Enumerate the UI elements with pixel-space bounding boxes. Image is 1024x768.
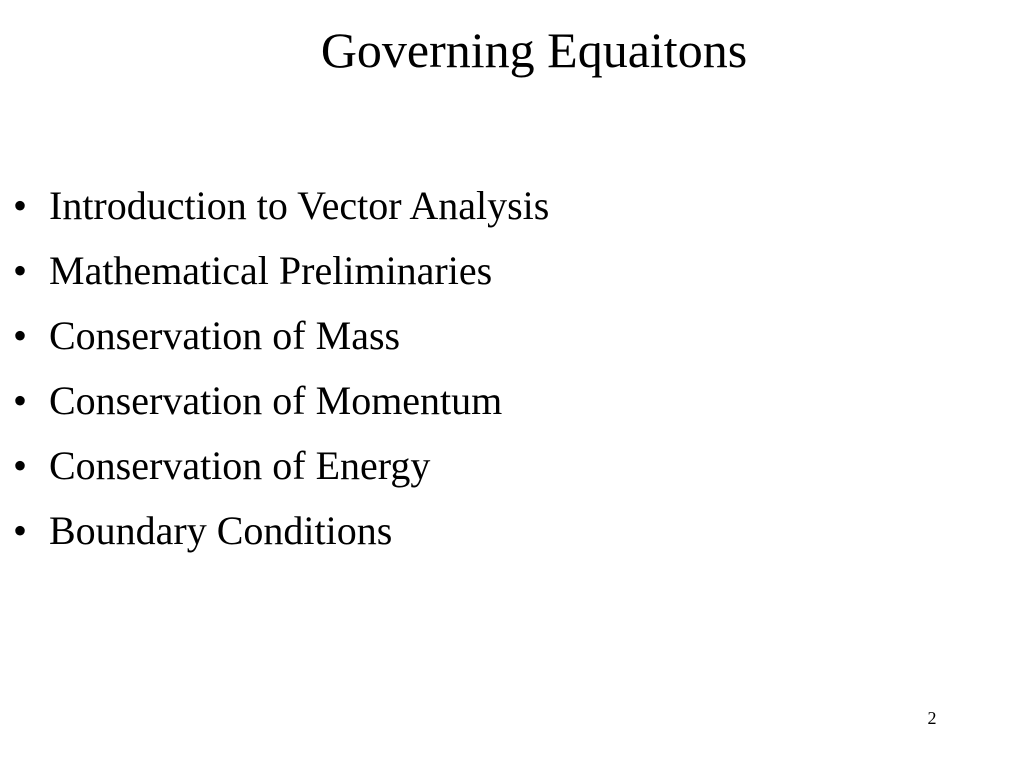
bullet-text: Conservation of Mass bbox=[49, 313, 401, 358]
bullet-icon: • bbox=[13, 443, 28, 488]
slide-title: Governing Equaitons bbox=[320, 22, 748, 78]
bullet-list bbox=[0, 178, 1000, 568]
list-item bbox=[0, 503, 1000, 568]
bullet-icon: • bbox=[13, 378, 28, 423]
bullet-text: Mathematical Preliminaries bbox=[49, 248, 493, 293]
page-number: 2 bbox=[927, 708, 937, 728]
bullet-text: Conservation of Momentum bbox=[49, 378, 503, 423]
bullet-icon: • bbox=[13, 508, 28, 553]
bullet-icon: • bbox=[13, 248, 28, 293]
list-item bbox=[0, 373, 1000, 438]
list-item bbox=[0, 178, 1000, 243]
list-item bbox=[0, 243, 1000, 308]
list-item bbox=[0, 438, 1000, 503]
list-item bbox=[0, 308, 1000, 373]
bullet-text: Introduction to Vector Analysis bbox=[49, 183, 550, 228]
bullet-icon: • bbox=[13, 313, 28, 358]
bullet-text: Boundary Conditions bbox=[49, 508, 393, 553]
bullet-icon: • bbox=[13, 183, 28, 228]
bullet-text: Conservation of Energy bbox=[49, 443, 431, 488]
